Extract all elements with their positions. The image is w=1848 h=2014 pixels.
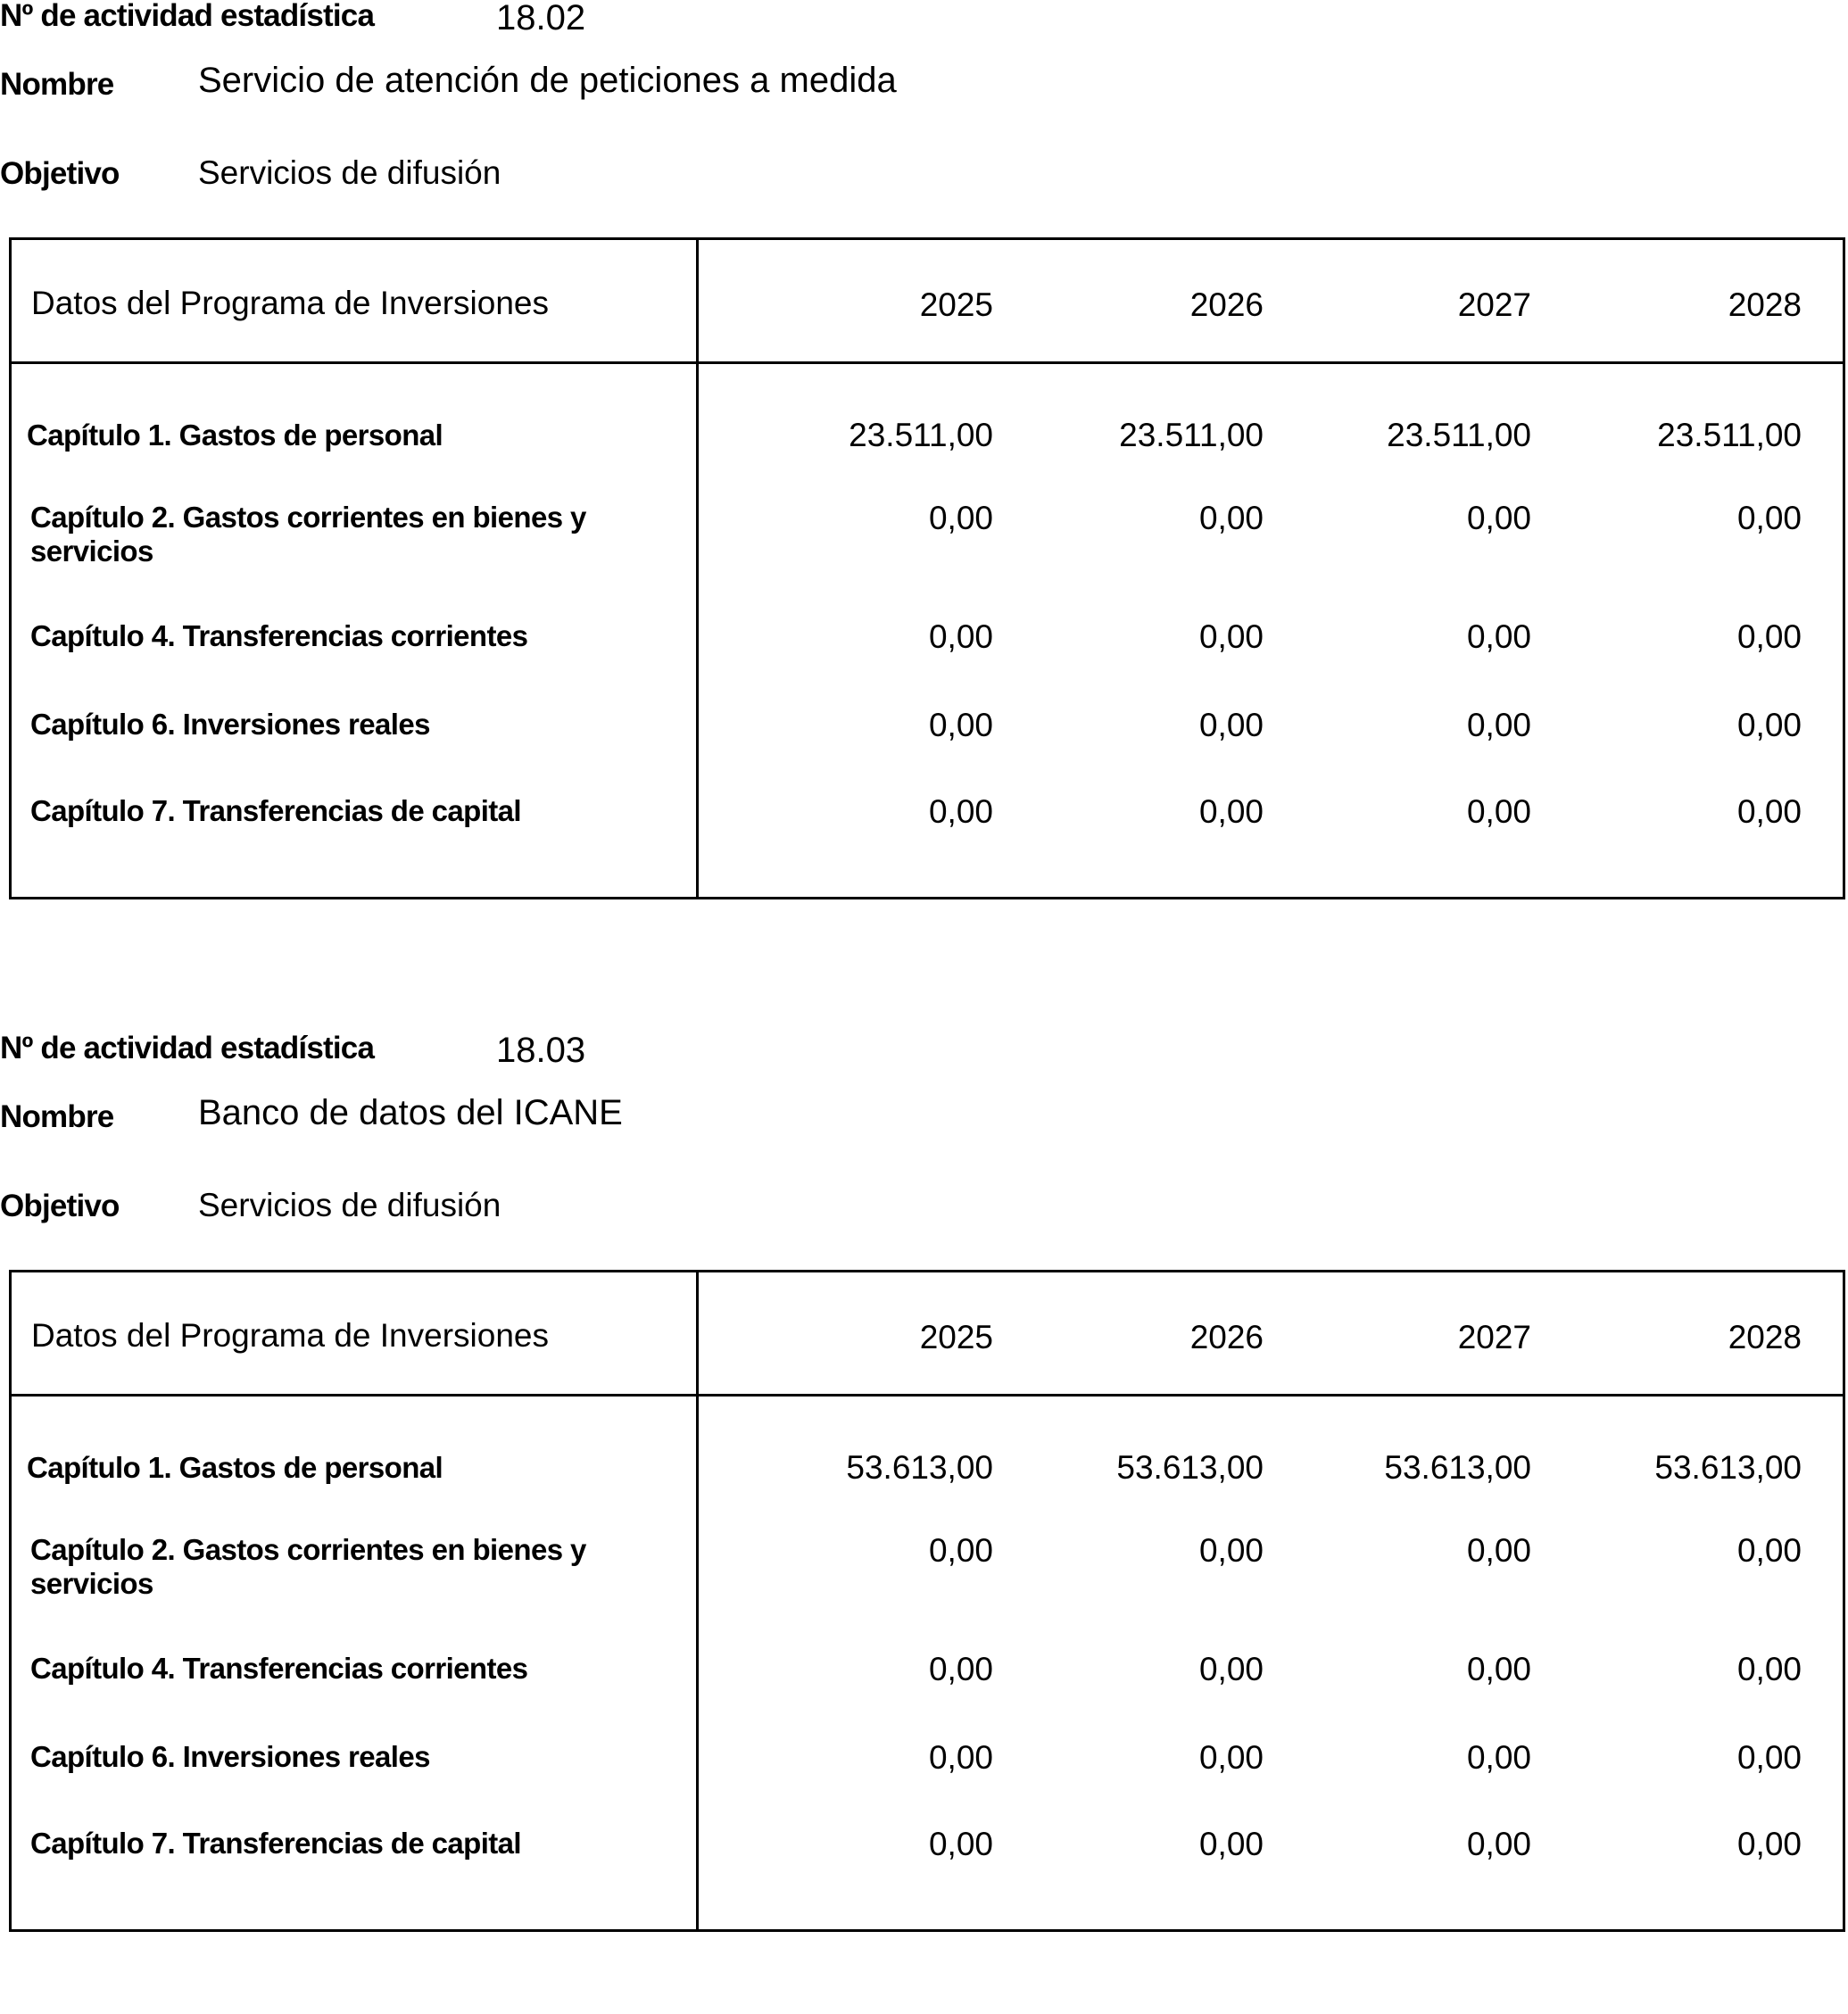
- row-label: Capítulo 7. Transferencias de capital: [30, 1827, 521, 1860]
- name-label: Nombre: [0, 1099, 114, 1134]
- cell-value: 0,00: [928, 1651, 993, 1687]
- table-header-title: Datos del Programa de Inversiones: [31, 1317, 549, 1354]
- year-header: 2027: [1457, 1319, 1531, 1355]
- cell-value: 0,00: [1198, 707, 1264, 743]
- cell-value: 0,00: [1736, 707, 1802, 743]
- year-header: 2026: [1189, 1319, 1264, 1355]
- objective-label: Objetivo: [0, 156, 120, 191]
- cell-value: 0,00: [1736, 1651, 1802, 1687]
- year-header: 2028: [1728, 286, 1802, 323]
- cell-value: 0,00: [1466, 1826, 1531, 1862]
- cell-value: 53.613,00: [846, 1449, 993, 1486]
- cell-value: 23.511,00: [1119, 417, 1264, 453]
- cell-value: 0,00: [1198, 1739, 1264, 1776]
- column-divider: [696, 240, 699, 897]
- cell-value: 0,00: [1466, 707, 1531, 743]
- cell-value: 0,00: [1736, 793, 1802, 830]
- investment-table: [9, 1270, 1845, 1932]
- cell-value: 0,00: [1466, 1739, 1531, 1776]
- header-divider: [12, 361, 1843, 364]
- row-label: Capítulo 2. Gastos corrientes en bienes y servicios: [30, 501, 586, 568]
- cell-value: 23.511,00: [1657, 417, 1802, 453]
- row-label: Capítulo 4. Transferencias corrientes: [30, 1652, 528, 1685]
- cell-value: 23.511,00: [849, 417, 993, 453]
- activity-number: 18.03: [496, 1031, 586, 1070]
- header-divider: [12, 1394, 1843, 1397]
- cell-value: 0,00: [928, 1739, 993, 1776]
- name-label: Nombre: [0, 67, 114, 102]
- cell-value: 0,00: [1736, 1532, 1802, 1569]
- activity-number-label: Nº de actividad estadística: [0, 1031, 375, 1065]
- activity-name: Servicio de atención de peticiones a medida: [198, 61, 897, 100]
- cell-value: 0,00: [1198, 1651, 1264, 1687]
- row-label: Capítulo 2. Gastos corrientes en bienes y servicios: [30, 1533, 586, 1600]
- investment-table: [9, 237, 1845, 899]
- row-label: Capítulo 6. Inversiones reales: [30, 708, 430, 741]
- row-label: Capítulo 6. Inversiones reales: [30, 1740, 430, 1773]
- row-label: Capítulo 1. Gastos de personal: [27, 1451, 443, 1484]
- row-label: Capítulo 7. Transferencias de capital: [30, 794, 521, 827]
- activity-number-label: Nº de actividad estadística: [0, 0, 375, 33]
- activity-name: Banco de datos del ICANE: [198, 1093, 623, 1132]
- cell-value: 23.511,00: [1387, 417, 1531, 453]
- activity-block: [0, 0, 1848, 982]
- activity-objective: Servicios de difusión: [198, 1187, 501, 1223]
- cell-value: 0,00: [1466, 793, 1531, 830]
- cell-value: 0,00: [1198, 618, 1264, 655]
- cell-value: 53.613,00: [1384, 1449, 1531, 1486]
- cell-value: 0,00: [1466, 1532, 1531, 1569]
- cell-value: 0,00: [1466, 1651, 1531, 1687]
- row-label: Capítulo 1. Gastos de personal: [27, 419, 443, 452]
- cell-value: 0,00: [1198, 1826, 1264, 1862]
- cell-value: 0,00: [1198, 500, 1264, 536]
- objective-label: Objetivo: [0, 1189, 120, 1223]
- year-header: 2028: [1728, 1319, 1802, 1355]
- cell-value: 0,00: [1466, 618, 1531, 655]
- cell-value: 53.613,00: [1654, 1449, 1802, 1486]
- cell-value: 0,00: [928, 1532, 993, 1569]
- cell-value: 0,00: [1198, 793, 1264, 830]
- cell-value: 0,00: [928, 1826, 993, 1862]
- cell-value: 0,00: [1198, 1532, 1264, 1569]
- cell-value: 0,00: [928, 618, 993, 655]
- row-label: Capítulo 4. Transferencias corrientes: [30, 619, 528, 652]
- cell-value: 0,00: [1736, 1826, 1802, 1862]
- cell-value: 0,00: [1736, 1739, 1802, 1776]
- year-header: 2026: [1189, 286, 1264, 323]
- activity-block: [0, 1032, 1848, 2014]
- cell-value: 53.613,00: [1116, 1449, 1264, 1486]
- cell-value: 0,00: [1736, 500, 1802, 536]
- cell-value: 0,00: [928, 500, 993, 536]
- cell-value: 0,00: [1736, 618, 1802, 655]
- activity-number: 18.02: [496, 0, 586, 37]
- activity-objective: Servicios de difusión: [198, 154, 501, 191]
- column-divider: [696, 1272, 699, 1929]
- table-header-title: Datos del Programa de Inversiones: [31, 285, 549, 321]
- year-header: 2025: [919, 1319, 993, 1355]
- cell-value: 0,00: [1466, 500, 1531, 536]
- cell-value: 0,00: [928, 793, 993, 830]
- year-header: 2027: [1457, 286, 1531, 323]
- year-header: 2025: [919, 286, 993, 323]
- cell-value: 0,00: [928, 707, 993, 743]
